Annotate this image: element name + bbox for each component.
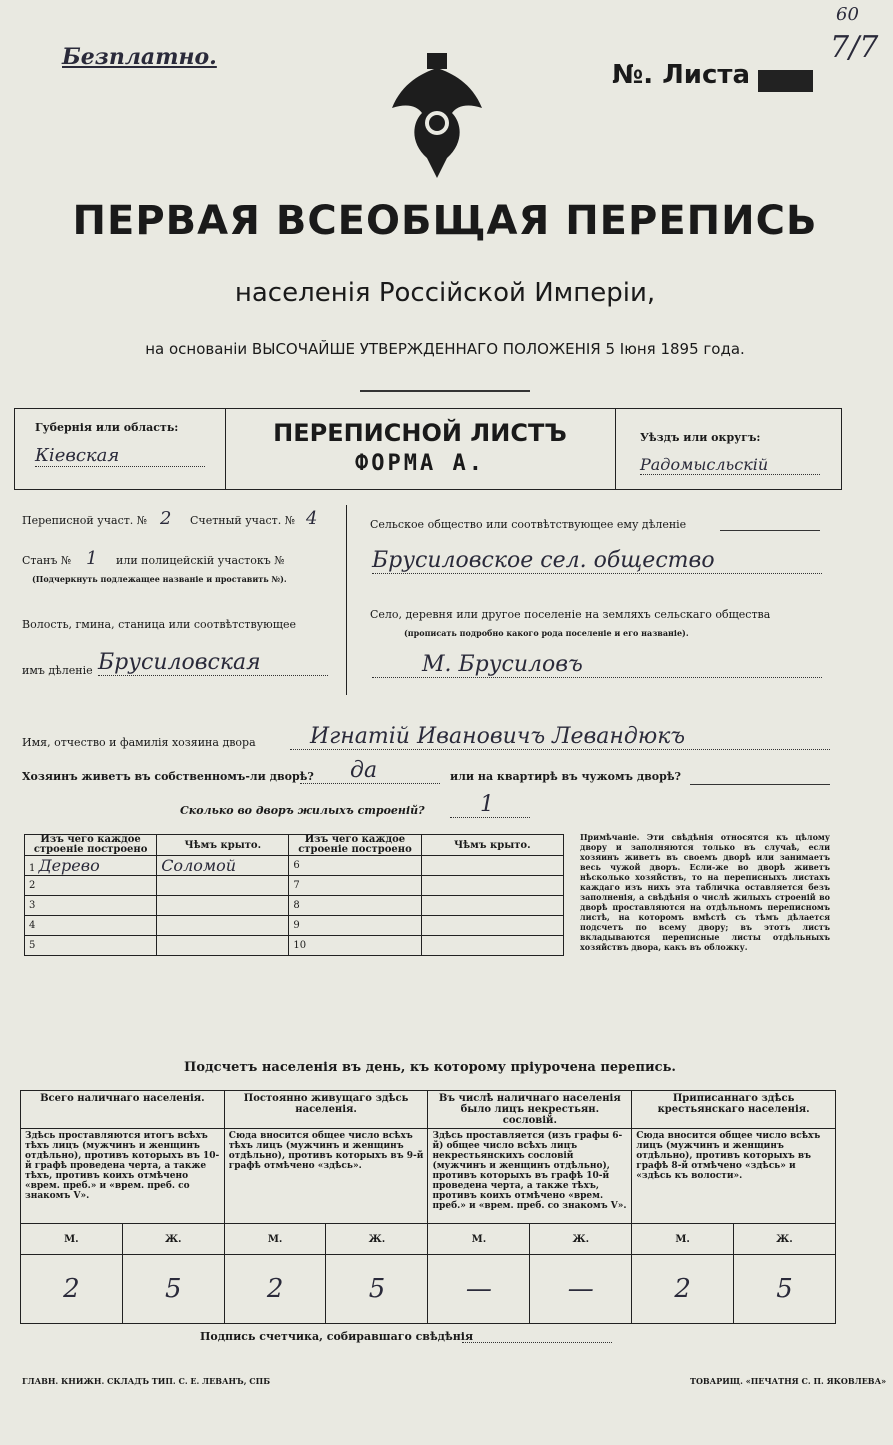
stan-value: 1 [86,548,98,569]
perepis-uch-label: Переписной участ. № [22,514,148,527]
col-roof: Чѣмъ крыто. [157,835,289,856]
lives-suffix: или на квартирѣ въ чужомъ дворѣ? [450,770,681,783]
buildings-value: 1 [450,792,530,818]
uezd-value: Радомысльскій [640,455,820,475]
free-label: Безплатно. [62,44,217,70]
table-row: 2 7 [25,876,564,896]
stan-note: (Подчеркнуть подлежащее названіе и проставить №). [32,574,287,584]
footer-left: ГЛАВН. КНИЖН. СКЛАДЪ ТИП. С. Е. ЛЕВАНЪ, СПБ [22,1376,271,1386]
ornament-divider [360,390,530,394]
corner-number: 60 [836,4,859,25]
selo-label: Село, деревня или другое поселеніе на земляхъ сельскаго общества [370,608,771,621]
subtitle: населенія Россійской Имперіи, [234,278,656,308]
table-row: 1 Дерево Соломой 6 [25,856,564,876]
table-row: 4 9 [25,916,564,936]
volost-value: Брусиловская [98,650,328,676]
perepis-uch-value: 2 [160,508,172,529]
count-title: Подсчетъ населенія въ день, къ которому пріурочена перепись. [184,1060,676,1075]
column-divider [346,505,347,695]
gubernia-label: Губернія или область: [35,421,179,434]
note-text: Эти свѣдѣнія относятся къ цѣлому двору и заполняются только въ случаѣ, если хозяинъ живетъ въ своемъ дворѣ или занимаетъ весь чужой дворъ. Если-же во дворѣ живетъ нѣсколько хозяйствъ, то на переписныхъ листахъ каждаго изъ нихъ эта табличка оставляется безъ заполненія, а свѣдѣнія о числѣ жилыхъ строеній во дворѣ проставляются на отдѣльномъ переписномъ листѣ, на которомъ вмѣстѣ съ тѣмъ дѣлается подсчетъ по всему двору; въ этотъ листъ вкладываются переписные листы отдѣльныхъ хозяйствъ двора, какъ въ обложку. [580,832,830,952]
form-box [14,408,842,490]
stan-label: Станъ № [22,554,72,567]
note-block [580,832,830,952]
col-material-2: Изъ чего каждое строеніе построено [289,835,421,856]
selo-value: М. Брусиловъ [372,652,822,678]
obshchestvo-label: Сельское общество или соотвѣтствующее ему дѣленіе [370,518,687,531]
buildings-table [24,834,564,956]
form-subtitle: ФОРМА А. [355,451,485,476]
schetny-label: Счетный участ. № [190,514,296,527]
imperial-eagle-icon [382,48,492,183]
selo-note: (прописать подробно какого рода поселеніе и его названіе). [404,628,689,638]
form-title: ПЕРЕПИСНОЙ ЛИСТЪ [273,419,567,447]
owner-name-label: Имя, отчество и фамилія хозяина двора [22,736,256,749]
sheet-number-label: №. Листа [612,60,751,90]
gubernia-value: Кіевская [35,445,205,467]
volost-label: Волость, гмина, станица или соотвѣтствующее [22,618,296,631]
obshchestvo-value: Брусиловское сел. общество [372,548,822,574]
owner-name-value: Игнатій Ивановичъ Левандюкъ [290,724,830,750]
table-row: 5 10 [25,936,564,956]
table-row: 3 8 [25,896,564,916]
stan-suffix: или полицейскій участокъ № [116,554,285,567]
count-table: Всего наличнаго населенія. Постоянно живущаго здѣсь населенія. Въ числѣ наличнаго населенія было лицъ некрестьян. сословій. Приписаннаго здѣсь крестьянскаго населенія. Здѣсь проставляются итогъ всѣхъ тѣхъ лицъ (мужчинъ и женщинъ отдѣльно), противъ которыхъ въ 10-й графѣ проведена черта, а также тѣхъ, противъ коихъ отмѣчено «врем. преб.» и «врем. преб. со знакомъ V». Сюда вносится общее число всѣхъ тѣхъ лицъ (мужчинъ и женщинъ отдѣльно), противъ которыхъ въ 9-й графѣ отмѣчено «здѣсь». Здѣсь проставляется (изъ графы 6-й) общее число всѣхъ лицъ некрестьянскихъ сословій (мужчинъ и женщинъ отдѣльно), противъ которыхъ въ графѣ 10-й проведена черта, а также тѣхъ, противъ коихъ отмѣчено «врем. преб.» и «врем. преб. со знакомъ V». Сюда вносится общее число всѣхъ лицъ (мужчинъ и женщинъ отдѣльно), противъ которыхъ въ графѣ 8-й отмѣчено «здѣсь» и «здѣсь къ волости». М. Ж. М. Ж. М. Ж. М. Ж. 2 5 2 5 — — 2 5 [20,1090,836,1324]
volost-label-2: имъ дѣленіе [22,664,93,677]
schetny-value: 4 [306,508,318,529]
signature-line [462,1342,612,1343]
redaction-mark [758,70,813,92]
corner-mark: 7/7 [830,30,879,65]
buildings-label: Сколько во дворъ жилыхъ строеній? [180,804,425,817]
col-material: Изъ чего каждое строеніе построено [25,835,157,856]
lives-value: да [300,758,440,784]
note-title: Примѣчаніе. [580,832,640,842]
signature-label: Подпись счетчика, собиравшаго свѣдѣнія [200,1330,474,1343]
col-roof-2: Чѣмъ крыто. [421,835,563,856]
basis-line: на основаніи ВЫСОЧАЙШЕ УТВЕРЖДЕННАГО ПОЛОЖЕНІЯ 5 Іюня 1895 года. [145,340,745,358]
count-values-row: 2 5 2 5 — — 2 5 [21,1255,836,1324]
lives-label: Хозяинъ живетъ въ собственномъ-ли дворѣ? [22,770,314,783]
uezd-label: Уѣздъ или округъ: [640,431,761,444]
footer-right: ТОВАРИЩ. «ПЕЧАТНЯ С. П. ЯКОВЛЕВА» [690,1376,887,1386]
main-title: ПЕРВАЯ ВСЕОБЩАЯ ПЕРЕПИСЬ [72,198,818,244]
